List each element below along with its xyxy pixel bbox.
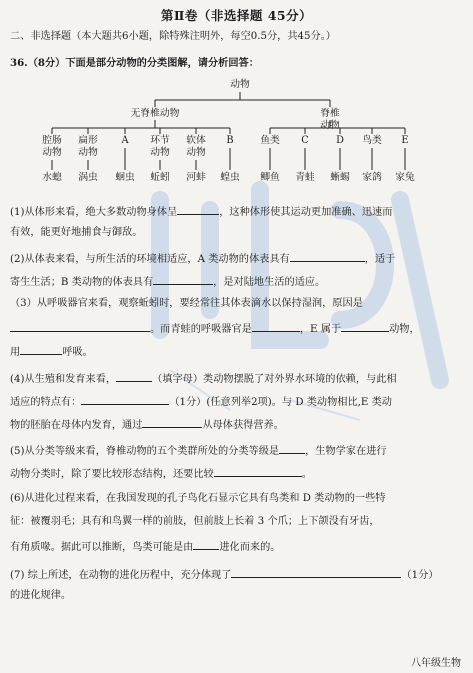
- example-crucian-carp: 鲫鱼: [260, 172, 280, 183]
- q36-part4-text-a: (4)从生殖和发育来看，: [10, 374, 117, 385]
- section-instructions: 二、非选择题（本大题共6小题，除特殊注明外，每空0.5分，共45分。）: [10, 31, 336, 42]
- q36-part2-line1: [10, 250, 463, 267]
- q36-part3-line2: [10, 320, 463, 337]
- answer-blank-10[interactable]: [142, 416, 202, 428]
- answer-blank-13[interactable]: [193, 538, 219, 550]
- q36-part7-line1: [10, 566, 463, 583]
- example-pigeon: 家鸽: [362, 172, 382, 183]
- example-frog: 青蛙: [295, 172, 315, 183]
- q36-part6-text-b: 征：被覆羽毛；具有和鸟翼一样的前肢，但前肢上长着 3 个爪；上下颌没有牙齿，: [10, 516, 380, 527]
- q36-part3-text-d: 动物，: [389, 324, 420, 335]
- category-mollusk: 软体 动物: [186, 135, 206, 158]
- q36-part1-text-b: ，这种体形使其运动更加准确、迅速而: [219, 207, 393, 218]
- q36-part4-line3: [10, 416, 463, 433]
- q36-part3-text-f: 呼吸。: [62, 347, 93, 358]
- example-roundworm: 蛔虫: [115, 172, 135, 183]
- q36-part4-text-d: （1分）(任意列举2项)。与 D 类动物相比,E 类动: [169, 397, 392, 408]
- answer-blank-2[interactable]: [290, 250, 365, 262]
- q36-part5-line2: [10, 465, 463, 482]
- answer-blank-9[interactable]: [81, 393, 169, 405]
- q36-part4-line1: [10, 370, 463, 387]
- q36-part5-text-d: 。: [301, 469, 312, 480]
- answer-blank-1[interactable]: [177, 203, 219, 215]
- answer-blank-4[interactable]: [10, 320, 150, 332]
- answer-blank-6[interactable]: [341, 320, 389, 332]
- example-planarian: 涡虫: [78, 172, 98, 183]
- q36-part4-text-e: 物的胚胎在母体内发育，通过: [10, 420, 143, 431]
- q36-part2-line2: [10, 273, 463, 290]
- example-locust: 蝗虫: [220, 172, 240, 183]
- q36-part1-text-a: (1)从体形来看，绝大多数动物身体呈: [10, 207, 178, 218]
- question-36-header: 36.（8分）下面是部分动物的分类图解，请分析回答：: [10, 57, 259, 69]
- q36-part6-text-c: 有角质喙。据此可以推断，鸟类可能是由: [10, 542, 194, 553]
- q36-part5-line1: [10, 442, 463, 459]
- q36-part2-text-d: ，是对陆地生活的适应。: [213, 277, 326, 288]
- category-a: A: [121, 135, 129, 146]
- q36-part6-text-d: 进化而来的。: [219, 542, 281, 553]
- q36-part3-text-c: ，E 属于: [299, 324, 342, 335]
- q36-part5-text-a: (5)从分类等级来看，脊椎动物的五个类群所处的分类等级是: [10, 446, 280, 457]
- q36-part3-line3: [10, 343, 463, 360]
- q36-part6-text-a: (6)从进化过程来看，在我国发现的孔子鸟化石显示它具有鸟类和 D 类动物的一些特: [10, 493, 386, 504]
- q36-part3-text-e: 用: [10, 347, 21, 358]
- category-fish: 鱼类: [260, 135, 280, 146]
- q36-part2-text-b: ，适于: [364, 254, 396, 265]
- example-rabbit: 家兔: [395, 172, 415, 183]
- q36-part5-text-b: ，生物学家在进行: [305, 446, 387, 457]
- q36-part4-line2: [10, 393, 463, 410]
- q36-part4-text-c: 适应的特点有：: [10, 397, 82, 408]
- category-b: B: [226, 135, 234, 146]
- q36-part1-text-c: 有效，能更好地捕食与御敌。: [10, 227, 143, 238]
- example-earthworm: 蚯蚓: [150, 172, 170, 183]
- q36-part7-text-c: 的进化规律。: [10, 590, 72, 601]
- example-lizard: 蜥蜴: [330, 172, 350, 183]
- category-d: D: [336, 135, 344, 146]
- answer-blank-8[interactable]: [116, 370, 152, 382]
- example-hydra: 水螅: [42, 172, 62, 183]
- answer-blank-5[interactable]: [252, 320, 300, 332]
- q36-part7-text-a: (7) 综上所述，在动物的进化历程中，充分体现了: [10, 570, 232, 581]
- q36-part3-text-a: （3）从呼吸器官来看，观察蚯蚓时，要经常往其体表滴水以保持湿润，原因是: [10, 298, 363, 309]
- q36-part1-line1: [10, 203, 463, 220]
- q36-part2-text-c: 寄生生活；B 类动物的体表具有: [10, 277, 154, 288]
- example-mussel: 河蚌: [186, 172, 206, 183]
- category-c: C: [301, 135, 309, 146]
- answer-blank-14[interactable]: [231, 566, 401, 578]
- category-annelid: 环节 动物: [150, 135, 170, 158]
- q36-part6-line3: [10, 538, 463, 555]
- category-flatworm: 扁形 动物: [78, 135, 98, 158]
- q36-part7-text-b: （1分）: [401, 570, 439, 581]
- tree-vertebrates: 脊椎 动物: [320, 108, 340, 131]
- section-title: 第Ⅱ卷（非选择题 45分）: [160, 8, 313, 23]
- category-birds: 鸟类: [362, 135, 382, 146]
- tree-invertebrates: 无脊椎动物: [130, 108, 180, 119]
- answer-blank-12[interactable]: [214, 465, 302, 477]
- answer-blank-7[interactable]: [20, 343, 62, 355]
- category-cnidaria: 腔肠 动物: [42, 135, 62, 158]
- page-footer: 八年级生物: [411, 658, 461, 669]
- answer-blank-3[interactable]: [153, 273, 213, 285]
- category-e: E: [401, 135, 409, 146]
- q36-part2-text-a: (2)从体表来看，与所生活的环境相适应，A 类动物的体表具有: [10, 254, 290, 265]
- answer-blank-11[interactable]: [279, 442, 305, 454]
- classification-diagram: [0, 78, 473, 193]
- q36-part4-text-b: （填字母）类动物摆脱了对外界水环境的依赖，与此相: [152, 374, 397, 385]
- q36-part3-text-b: 。而青蛙的呼吸器官是: [150, 324, 252, 335]
- q36-part5-text-c: 动物分类时，除了要比较形态结构，还要比较: [10, 469, 214, 480]
- tree-root: 动物: [230, 79, 250, 90]
- q36-part4-text-f: 从母体获得营养。: [202, 420, 284, 431]
